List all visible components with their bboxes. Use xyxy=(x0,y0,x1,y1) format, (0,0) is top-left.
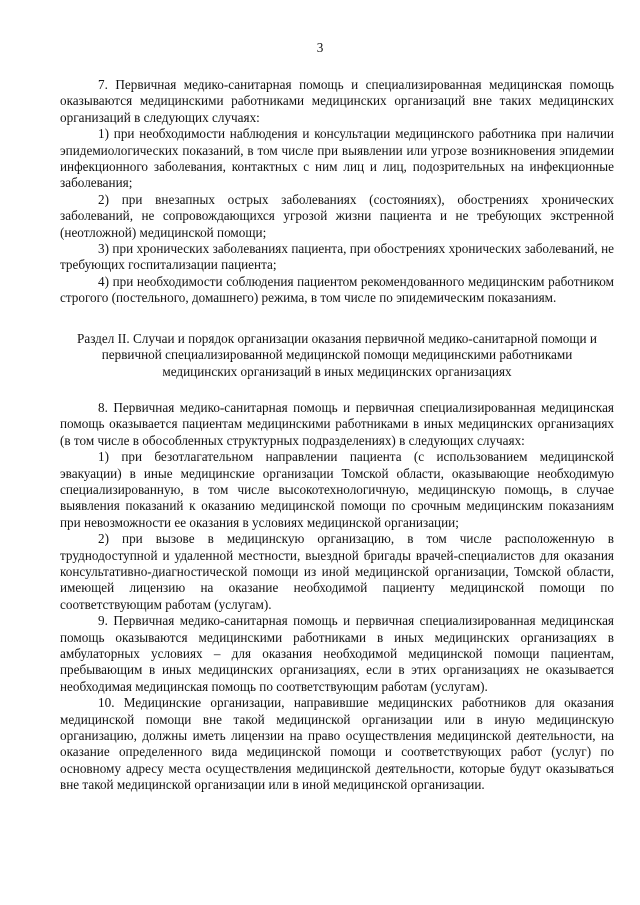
paragraph-8-item-1: 1) при безотлагательном направлении пациента (с использованием медицинской эвакуации) в иные медицинские организации Томской области, оказывающие необходимую специализированную, в том числе высокотехнологичную, медицинскую помощь, в случае выявления показаний к оказанию медицинской помощи по срочным медицинским показаниям при невозможности ее оказания в условиях медицинской организации; xyxy=(60,449,614,530)
paragraph-7-item-1: 1) при необходимости наблюдения и консультации медицинского работника при наличии эпидемиологических показаний, в том числе при выявлении или угрозе возникновения эпидемии инфекционного заболевания, контактных с ним лиц и лиц, подозрительных на инфекционные заболевания; xyxy=(60,126,614,191)
paragraph-10: 10. Медицинские организации, направившие медицинских работников для оказания медицинской помощи вне такой медицинской организации или в иную медицинскую организацию, должны иметь лицензии на право осуществления медицинской деятельности, на оказание определенного вида медицинской помощи и соответствующих работ (услуг) по основному адресу места осуществления медицинской деятельности, которые будут оказываться вне такой медицинской организации или в иной медицинской организации. xyxy=(60,695,614,793)
paragraph-9: 9. Первичная медико-санитарная помощь и первичная специализированная медицинская помощь оказываются медицинскими работниками в иных медицинских организациях в амбулаторных условиях – для оказания необходимой медицинской помощи пациентам, пребывающим в иных медицинских организациях, если в этих организациях не оказывается необходимая медицинская помощь по соответствующим работам (услугам). xyxy=(60,613,614,694)
document-body xyxy=(60,77,614,794)
spacer xyxy=(60,380,614,400)
paragraph-7-item-3: 3) при хронических заболеваниях пациента, при обострениях хронических заболеваний, не требующих госпитализации пациента; xyxy=(60,241,614,273)
paragraph-8: 8. Первичная медико-санитарная помощь и первичная специализированная медицинская помощь оказывается пациентам медицинскими работниками в иных медицинских организациях (в том числе в обособленных структурных подразделениях) в следующих случаях: xyxy=(60,399,614,448)
paragraph-7-item-2: 2) при внезапных острых заболеваниях (состояниях), обострениях хронических заболеваний, не сопровождающихся угрозой жизни пациента и не требующих экстренной (неотложной) медицинской помощи; xyxy=(60,191,614,240)
paragraph-7-item-4: 4) при необходимости соблюдения пациентом рекомендованного медицинским работником строгого (постельного, домашнего) режима, в том числе по эпидемическим показаниям. xyxy=(60,273,614,306)
paragraph-8-item-2: 2) при вызове в медицинскую организацию, в том числе расположенную в труднодоступной и удаленной местности, выездной бригады врачей-специалистов для оказания консультативно-диагностической помощи из иной медицинской организации, Томской области, имеющей лицензию на оказание необходимой пациенту медицинской помощи по соответствующим работам (услугам). xyxy=(60,531,614,612)
section-heading: Раздел II. Случаи и порядок организации оказания первичной медико-санитарной помощи и первичной специализированной медицинской помощи медицинскими работниками медицинских организаций в иных медицинских организациях xyxy=(77,330,597,379)
page-number: 3 xyxy=(316,40,324,55)
spacer xyxy=(60,307,614,331)
paragraph-7: 7. Первичная медико-санитарная помощь и специализированная медицинская помощь оказываются медицинскими работниками медицинских организаций вне таких медицинских организаций в следующих случаях: xyxy=(60,77,614,125)
